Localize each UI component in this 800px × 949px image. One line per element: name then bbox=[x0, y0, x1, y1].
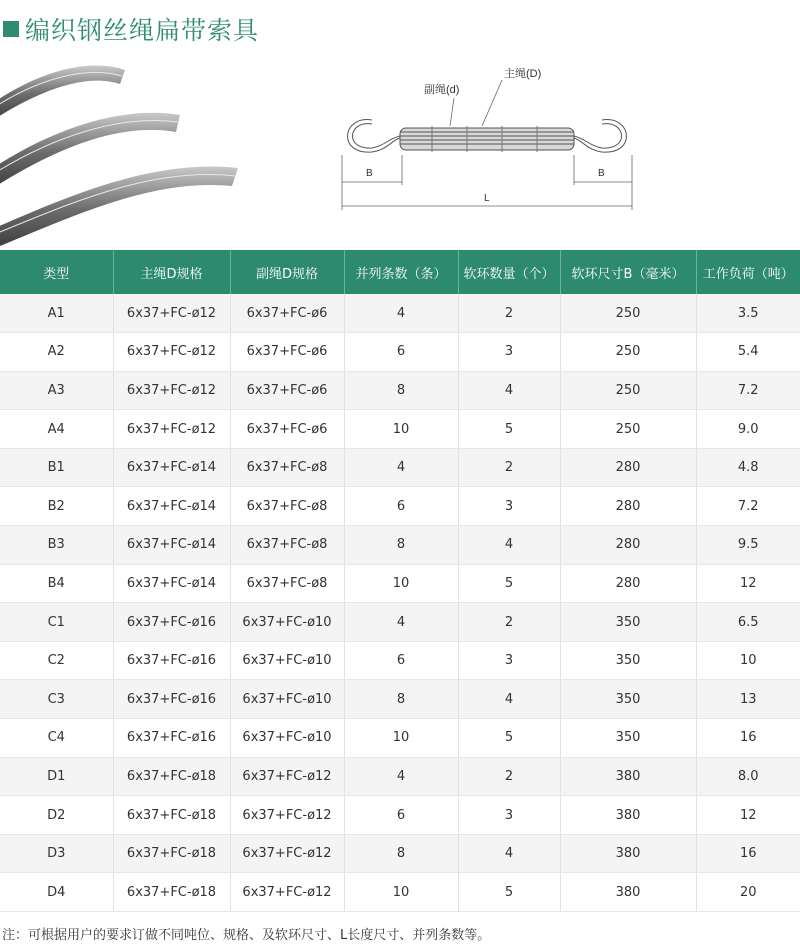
label-l: L bbox=[484, 193, 490, 204]
cell-working-load: 8.0 bbox=[696, 757, 800, 796]
header-working-load: 工作负荷（吨） bbox=[696, 250, 800, 294]
cell-working-load: 7.2 bbox=[696, 487, 800, 526]
cell-parallel-count: 6 bbox=[344, 333, 458, 372]
cell-sub-rope: 6x37+FC-ø6 bbox=[230, 333, 344, 372]
cell-loop-size: 380 bbox=[560, 796, 696, 835]
table-row bbox=[0, 757, 800, 796]
table-row bbox=[0, 294, 800, 333]
cell-sub-rope: 6x37+FC-ø10 bbox=[230, 603, 344, 642]
cell-loop-size: 380 bbox=[560, 873, 696, 912]
cell-working-load: 13 bbox=[696, 680, 800, 719]
footnote: 注：可根据用户的要求订做不同吨位、规格、及软环尺寸、L长度尺寸、并列条数等。 bbox=[2, 928, 491, 943]
cell-loop-count: 4 bbox=[458, 371, 560, 410]
page-title: 编织钢丝绳扁带索具 bbox=[25, 16, 260, 45]
cell-working-load: 16 bbox=[696, 719, 800, 758]
sling-band-1 bbox=[0, 65, 125, 122]
cell-loop-count: 2 bbox=[458, 757, 560, 796]
cell-working-load: 20 bbox=[696, 873, 800, 912]
label-main-rope: 主绳(D) bbox=[504, 68, 542, 80]
cell-loop-size: 250 bbox=[560, 294, 696, 333]
table-row bbox=[0, 526, 800, 565]
cell-main-rope: 6x37+FC-ø12 bbox=[113, 371, 230, 410]
cell-sub-rope: 6x37+FC-ø12 bbox=[230, 834, 344, 873]
cell-working-load: 9.0 bbox=[696, 410, 800, 449]
cell-loop-size: 250 bbox=[560, 371, 696, 410]
spec-table-container bbox=[0, 250, 800, 912]
cell-type: A3 bbox=[0, 371, 113, 410]
cell-loop-count: 2 bbox=[458, 603, 560, 642]
cell-loop-size: 280 bbox=[560, 526, 696, 565]
cell-type: A4 bbox=[0, 410, 113, 449]
cell-loop-count: 4 bbox=[458, 834, 560, 873]
table-row bbox=[0, 796, 800, 835]
cell-type: B4 bbox=[0, 564, 113, 603]
sling-dimension-diagram bbox=[332, 60, 642, 220]
cell-working-load: 16 bbox=[696, 834, 800, 873]
header-loop-count: 软环数量（个） bbox=[458, 250, 560, 294]
cell-loop-size: 350 bbox=[560, 641, 696, 680]
cell-loop-size: 250 bbox=[560, 410, 696, 449]
cell-main-rope: 6x37+FC-ø12 bbox=[113, 333, 230, 372]
cell-type: C4 bbox=[0, 719, 113, 758]
table-row bbox=[0, 487, 800, 526]
cell-loop-size: 350 bbox=[560, 719, 696, 758]
cell-main-rope: 6x37+FC-ø12 bbox=[113, 294, 230, 333]
cell-type: B2 bbox=[0, 487, 113, 526]
table-body bbox=[0, 294, 800, 912]
table-row bbox=[0, 873, 800, 912]
cell-loop-count: 4 bbox=[458, 680, 560, 719]
cell-parallel-count: 4 bbox=[344, 603, 458, 642]
cell-loop-count: 2 bbox=[458, 448, 560, 487]
cell-loop-count: 3 bbox=[458, 333, 560, 372]
cell-parallel-count: 8 bbox=[344, 680, 458, 719]
cell-type: B1 bbox=[0, 448, 113, 487]
cell-type: D4 bbox=[0, 873, 113, 912]
header-main-rope: 主绳D规格 bbox=[113, 250, 230, 294]
cell-type: A1 bbox=[0, 294, 113, 333]
table-row bbox=[0, 641, 800, 680]
label-b-right: B bbox=[598, 168, 605, 179]
cell-main-rope: 6x37+FC-ø16 bbox=[113, 680, 230, 719]
cell-sub-rope: 6x37+FC-ø12 bbox=[230, 796, 344, 835]
cell-loop-count: 5 bbox=[458, 719, 560, 758]
cell-loop-count: 3 bbox=[458, 641, 560, 680]
cell-working-load: 7.2 bbox=[696, 371, 800, 410]
sling-band-3 bbox=[0, 166, 238, 250]
cell-parallel-count: 8 bbox=[344, 834, 458, 873]
cell-parallel-count: 4 bbox=[344, 757, 458, 796]
cell-main-rope: 6x37+FC-ø18 bbox=[113, 873, 230, 912]
cell-sub-rope: 6x37+FC-ø6 bbox=[230, 294, 344, 333]
cell-parallel-count: 10 bbox=[344, 873, 458, 912]
table-row bbox=[0, 333, 800, 372]
cell-loop-count: 5 bbox=[458, 410, 560, 449]
cell-type: B3 bbox=[0, 526, 113, 565]
cell-parallel-count: 6 bbox=[344, 641, 458, 680]
cell-type: C3 bbox=[0, 680, 113, 719]
cell-sub-rope: 6x37+FC-ø8 bbox=[230, 564, 344, 603]
cell-loop-size: 350 bbox=[560, 603, 696, 642]
cell-main-rope: 6x37+FC-ø18 bbox=[113, 796, 230, 835]
cell-type: A2 bbox=[0, 333, 113, 372]
table-row bbox=[0, 410, 800, 449]
cell-main-rope: 6x37+FC-ø18 bbox=[113, 757, 230, 796]
cell-sub-rope: 6x37+FC-ø8 bbox=[230, 487, 344, 526]
cell-parallel-count: 8 bbox=[344, 526, 458, 565]
cell-main-rope: 6x37+FC-ø14 bbox=[113, 487, 230, 526]
cell-loop-size: 280 bbox=[560, 564, 696, 603]
cell-working-load: 4.8 bbox=[696, 448, 800, 487]
cell-loop-count: 2 bbox=[458, 294, 560, 333]
cell-parallel-count: 10 bbox=[344, 564, 458, 603]
header-loop-size: 软环尺寸B（毫米） bbox=[560, 250, 696, 294]
cell-loop-size: 280 bbox=[560, 487, 696, 526]
cell-type: D2 bbox=[0, 796, 113, 835]
table-row bbox=[0, 719, 800, 758]
cell-sub-rope: 6x37+FC-ø10 bbox=[230, 641, 344, 680]
cell-loop-size: 250 bbox=[560, 333, 696, 372]
cell-main-rope: 6x37+FC-ø18 bbox=[113, 834, 230, 873]
table-row bbox=[0, 564, 800, 603]
cell-working-load: 10 bbox=[696, 641, 800, 680]
page-header bbox=[3, 14, 259, 44]
cell-working-load: 6.5 bbox=[696, 603, 800, 642]
cell-parallel-count: 10 bbox=[344, 410, 458, 449]
cell-type: C1 bbox=[0, 603, 113, 642]
cell-parallel-count: 6 bbox=[344, 796, 458, 835]
cell-loop-count: 4 bbox=[458, 526, 560, 565]
cell-sub-rope: 6x37+FC-ø10 bbox=[230, 680, 344, 719]
cell-parallel-count: 10 bbox=[344, 719, 458, 758]
cell-loop-count: 3 bbox=[458, 487, 560, 526]
cell-main-rope: 6x37+FC-ø14 bbox=[113, 448, 230, 487]
cell-type: D3 bbox=[0, 834, 113, 873]
cell-parallel-count: 6 bbox=[344, 487, 458, 526]
title-marker-icon bbox=[3, 21, 19, 37]
table-row bbox=[0, 371, 800, 410]
cell-loop-count: 5 bbox=[458, 564, 560, 603]
table-row bbox=[0, 603, 800, 642]
cell-working-load: 12 bbox=[696, 796, 800, 835]
header-sub-rope: 副绳D规格 bbox=[230, 250, 344, 294]
table-row bbox=[0, 680, 800, 719]
cell-parallel-count: 8 bbox=[344, 371, 458, 410]
cell-type: C2 bbox=[0, 641, 113, 680]
cell-main-rope: 6x37+FC-ø16 bbox=[113, 719, 230, 758]
cell-parallel-count: 4 bbox=[344, 448, 458, 487]
product-photo bbox=[0, 50, 250, 250]
cell-loop-size: 350 bbox=[560, 680, 696, 719]
cell-working-load: 3.5 bbox=[696, 294, 800, 333]
table-row bbox=[0, 834, 800, 873]
cell-main-rope: 6x37+FC-ø14 bbox=[113, 564, 230, 603]
cell-parallel-count: 4 bbox=[344, 294, 458, 333]
cell-sub-rope: 6x37+FC-ø6 bbox=[230, 371, 344, 410]
cell-loop-size: 380 bbox=[560, 834, 696, 873]
sling-drawing bbox=[348, 120, 627, 153]
table-header-row bbox=[0, 250, 800, 294]
cell-loop-size: 380 bbox=[560, 757, 696, 796]
header-type: 类型 bbox=[0, 250, 113, 294]
cell-working-load: 5.4 bbox=[696, 333, 800, 372]
label-b-left: B bbox=[366, 168, 373, 179]
cell-main-rope: 6x37+FC-ø12 bbox=[113, 410, 230, 449]
cell-main-rope: 6x37+FC-ø14 bbox=[113, 526, 230, 565]
cell-sub-rope: 6x37+FC-ø8 bbox=[230, 526, 344, 565]
cell-type: D1 bbox=[0, 757, 113, 796]
cell-sub-rope: 6x37+FC-ø6 bbox=[230, 410, 344, 449]
label-sub-rope: 副绳(d) bbox=[424, 84, 460, 96]
cell-sub-rope: 6x37+FC-ø8 bbox=[230, 448, 344, 487]
cell-working-load: 12 bbox=[696, 564, 800, 603]
header-parallel-count: 并列条数（条） bbox=[344, 250, 458, 294]
cell-main-rope: 6x37+FC-ø16 bbox=[113, 603, 230, 642]
cell-sub-rope: 6x37+FC-ø10 bbox=[230, 719, 344, 758]
spec-table bbox=[0, 250, 800, 912]
cell-loop-count: 3 bbox=[458, 796, 560, 835]
cell-main-rope: 6x37+FC-ø16 bbox=[113, 641, 230, 680]
cell-loop-size: 280 bbox=[560, 448, 696, 487]
cell-working-load: 9.5 bbox=[696, 526, 800, 565]
cell-sub-rope: 6x37+FC-ø12 bbox=[230, 757, 344, 796]
table-row bbox=[0, 448, 800, 487]
cell-sub-rope: 6x37+FC-ø12 bbox=[230, 873, 344, 912]
cell-loop-count: 5 bbox=[458, 873, 560, 912]
